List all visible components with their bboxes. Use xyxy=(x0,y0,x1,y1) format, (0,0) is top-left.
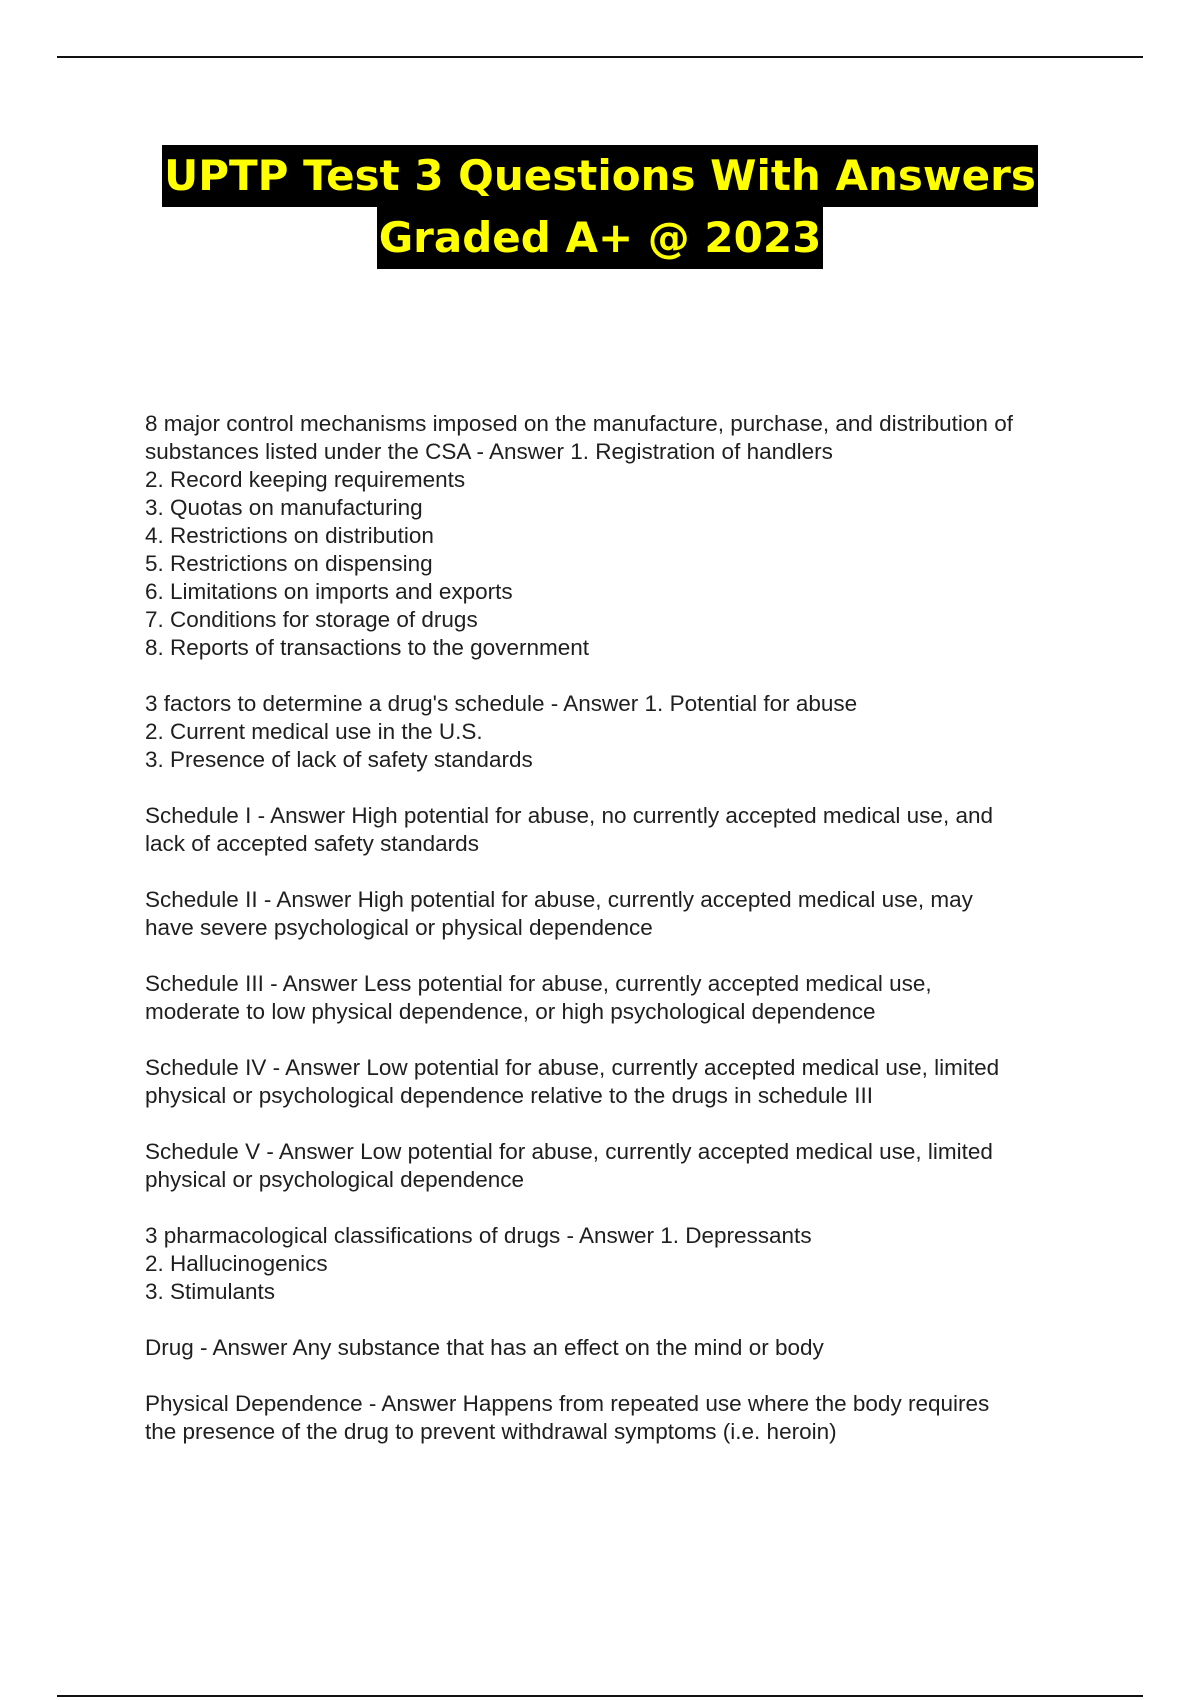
qa-line: 3 pharmacological classifications of drugs - Answer 1. Depressants xyxy=(145,1223,812,1248)
qa-item-drug xyxy=(145,1334,1105,1362)
qa-line: 3 factors to determine a drug's schedule - Answer 1. Potential for abuse xyxy=(145,691,858,716)
qa-line: moderate to low physical dependence, or high psychological dependence xyxy=(145,999,876,1024)
qa-line: physical or psychological dependence relative to the drugs in schedule III xyxy=(145,1083,873,1108)
qa-line: 4. Restrictions on distribution xyxy=(145,523,434,548)
qa-item-schedule-factors xyxy=(145,690,1105,774)
document-title xyxy=(0,145,1200,269)
qa-item-schedule-4 xyxy=(145,1054,1105,1110)
title-line-2: Graded A+ @ 2023 xyxy=(377,207,824,269)
qa-line: substances listed under the CSA - Answer 1. Registration of handlers xyxy=(145,439,833,464)
qa-line: 3. Quotas on manufacturing xyxy=(145,495,423,520)
qa-line: lack of accepted safety standards xyxy=(145,831,479,856)
qa-line: 2. Hallucinogenics xyxy=(145,1251,328,1276)
qa-line: Schedule II - Answer High potential for abuse, currently accepted medical use, may xyxy=(145,887,973,912)
qa-line: 6. Limitations on imports and exports xyxy=(145,579,513,604)
qa-line: 8 major control mechanisms imposed on the manufacture, purchase, and distribution of xyxy=(145,411,1013,436)
qa-item-schedule-3 xyxy=(145,970,1105,1026)
qa-item-schedule-5 xyxy=(145,1138,1105,1194)
qa-line: have severe psychological or physical dependence xyxy=(145,915,653,940)
qa-line: 3. Presence of lack of safety standards xyxy=(145,747,533,772)
qa-line: physical or psychological dependence xyxy=(145,1167,524,1192)
qa-line: Physical Dependence - Answer Happens from repeated use where the body requires xyxy=(145,1391,990,1416)
qa-line: Schedule I - Answer High potential for abuse, no currently accepted medical use, and xyxy=(145,803,993,828)
qa-item-pharmacological-classes xyxy=(145,1222,1105,1306)
qa-item-schedule-1 xyxy=(145,802,1105,858)
qa-line: the presence of the drug to prevent withdrawal symptoms (i.e. heroin) xyxy=(145,1419,837,1444)
qa-item-schedule-2 xyxy=(145,886,1105,942)
qa-line: 2. Current medical use in the U.S. xyxy=(145,719,483,744)
qa-line: Schedule III - Answer Less potential for abuse, currently accepted medical use, xyxy=(145,971,932,996)
qa-line: 8. Reports of transactions to the government xyxy=(145,635,589,660)
qa-line: Schedule IV - Answer Low potential for abuse, currently accepted medical use, limited xyxy=(145,1055,1000,1080)
qa-line: 7. Conditions for storage of drugs xyxy=(145,607,478,632)
qa-line: Drug - Answer Any substance that has an effect on the mind or body xyxy=(145,1335,824,1360)
qa-line: 5. Restrictions on dispensing xyxy=(145,551,433,576)
qa-line: 3. Stimulants xyxy=(145,1279,276,1304)
title-line-1: UPTP Test 3 Questions With Answers xyxy=(162,145,1038,207)
qa-item-control-mechanisms xyxy=(145,410,1105,662)
qa-item-physical-dependence xyxy=(145,1390,1105,1446)
qa-list xyxy=(145,410,1105,1474)
footer-rule xyxy=(57,1695,1143,1697)
qa-line: 2. Record keeping requirements xyxy=(145,467,466,492)
header-rule xyxy=(57,56,1143,58)
qa-line: Schedule V - Answer Low potential for abuse, currently accepted medical use, limited xyxy=(145,1139,993,1164)
